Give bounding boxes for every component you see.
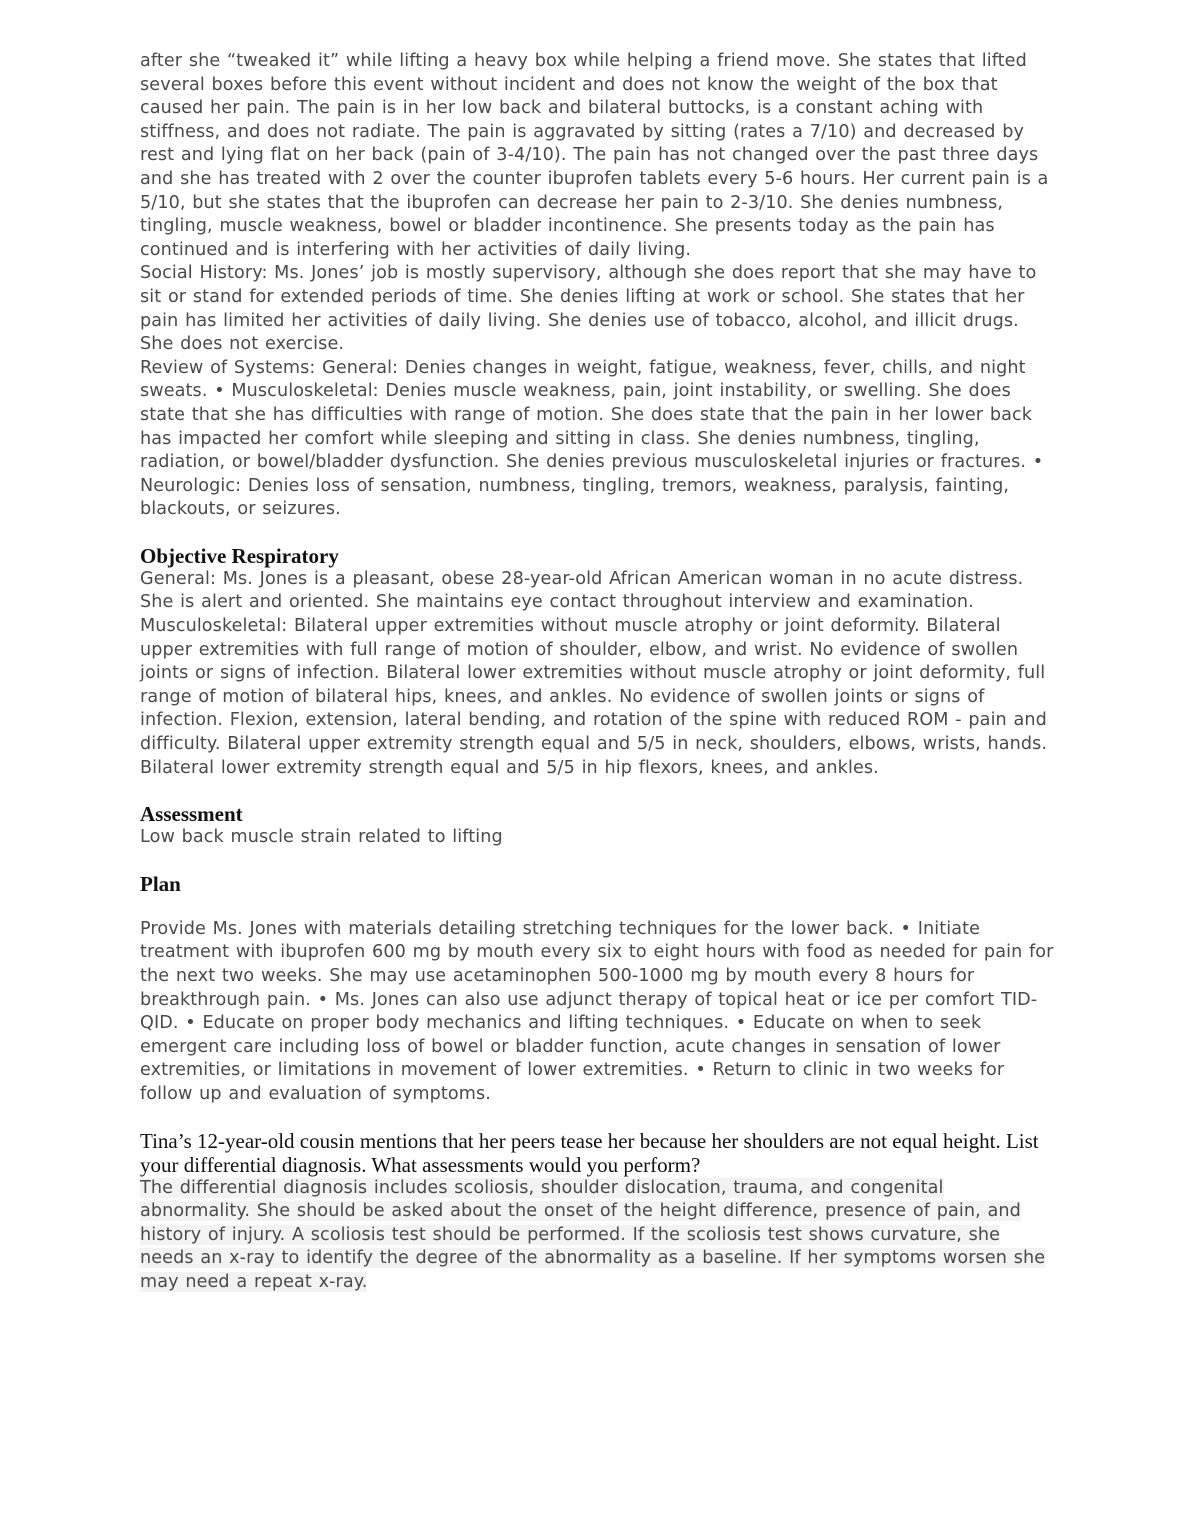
- spacer: [140, 1107, 1055, 1129]
- review-of-systems-paragraph: Review of Systems: General: Denies changes in weight, fatigue, weakness, fever, chills, and night sweats. • Musculoskeletal: Denies muscle weakness, pain, joint instability, or swelling. She does state that she has difficulties with range of motion. She does state that the pain in her lower back has impacted her comfort while sleeping and sitting in class. She denies numbness, tingling, radiation, or bowel/bladder dysfunction. She denies previous musculoskeletal injuries or fractures. • Neurologic: Denies loss of sensation, numbness, tingling, tremors, weakness, paralysis, fainting, blackouts, or seizures.: [140, 357, 1044, 520]
- objective-paragraph: General: Ms. Jones is a pleasant, obese 28-year-old African American woman in no acute distress. She is alert and oriented. She maintains eye contact throughout interview and examination. Musculoskeletal: Bilateral upper extremities without muscle atrophy or joint deformity. Bilateral upper extremities with full range of motion of shoulder, elbow, and wrist. No evidence of swollen joints or signs of infection. Bilateral lower extremities without muscle atrophy or joint deformity, full range of motion of bilateral hips, knees, and ankles. No evidence of swollen joints or signs of infection. Flexion, extension, lateral bending, and rotation of the spine with reduced ROM - pain and difficulty. Bilateral upper extremity strength equal and 5/5 in neck, shoulders, elbows, wrists, hands. Bilateral lower extremity strength equal and 5/5 in hip flexors, knees, and ankles.: [140, 568, 1048, 778]
- plan-heading: Plan: [140, 871, 181, 896]
- case-answer-highlight: The differential diagnosis includes scoliosis, shoulder dislocation, trauma, and congenital abnormality. She should be asked about the onset of the height difference, presence of pain, and history of injury. A scoliosis test should be performed. If the scoliosis test shows curvature, she needs an x-ray to identify the degree of the abnormality as a baseline. If her symptoms worsen she may need a repeat x-ray.: [140, 1177, 1046, 1292]
- document-page: [140, 50, 1055, 1295]
- hpi-paragraph: after she “tweaked it” while lifting a heavy box while helping a friend move. She states that lifted several boxes before this event without incident and does not know the weight of the box that caused her pain. The pain is in her low back and bilateral buttocks, is a constant aching with stiffness, and does not radiate. The pain is aggravated by sitting (rates a 7/10) and decreased by rest and lying flat on her back (pain of 3-4/10). The pain has not changed over the past three days and she has treated with 2 over the counter ibuprofen tablets every 5-6 hours. Her current pain is a 5/10, but she states that the ibuprofen can decrease her pain to 2-3/10. She denies numbness, tingling, muscle weakness, bowel or bladder incontinence. She presents today as the pain has continued and is interfering with her activities of daily living.: [140, 51, 1049, 260]
- spacer: [140, 780, 1055, 802]
- case-answer-paragraph: [140, 1177, 1055, 1295]
- assessment-paragraph: Low back muscle strain related to lifting: [140, 827, 503, 848]
- plan-paragraph: Provide Ms. Jones with materials detailing stretching techniques for the lower back. • Initiate treatment with ibuprofen 600 mg by mouth every six to eight hours with food as needed for pain for the next two weeks. She may use acetaminophen 500-1000 mg by mouth every 8 hours for breakthrough pain. • Ms. Jones can also use adjunct therapy of topical heat or ice per comfort TID-QID. • Educate on proper body mechanics and lifting techniques. • Educate on when to seek emergent care including loss of bowel or bladder function, acute changes in sensation of lower extremities, or limitations in movement of lower extremities. • Return to clinic in two weeks for follow up and evaluation of symptoms.: [140, 918, 1054, 1104]
- case-question: Tina’s 12-year-old cousin mentions that her peers tease her because her shoulders are not equal height. List your differential diagnosis. What assessments would you perform?: [140, 1128, 1039, 1177]
- assessment-heading: Assessment: [140, 802, 243, 827]
- spacer: [140, 522, 1055, 544]
- spacer: [140, 896, 1055, 918]
- spacer: [140, 850, 1055, 872]
- social-history-paragraph: Social History: Ms. Jones’ job is mostly supervisory, although she does report that she may have to sit or stand for extended periods of time. She denies lifting at work or school. She states that her pain has limited her activities of daily living. She denies use of tobacco, alcohol, and illicit drugs. She does not exercise.: [140, 263, 1037, 355]
- objective-heading: Objective Respiratory: [140, 543, 339, 568]
